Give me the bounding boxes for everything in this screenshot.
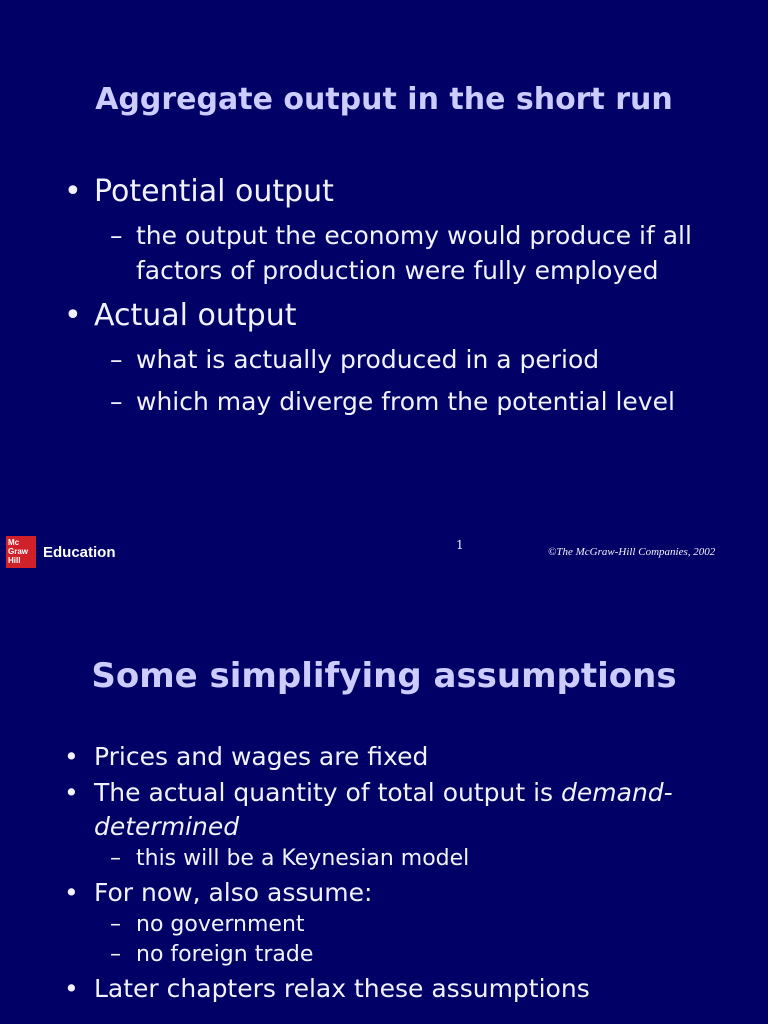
page-number: 1 xyxy=(456,538,464,552)
slide-1-bullet-list xyxy=(62,172,722,427)
bullet-actual-output xyxy=(62,296,722,419)
bullet-assume xyxy=(62,876,722,970)
bullet-later-chapters xyxy=(62,972,722,1006)
slide-1-title: Aggregate output in the short run xyxy=(95,82,673,117)
sub-bullet-item: – this will be a Keynesian model xyxy=(102,844,722,874)
bullet-text: Actual output xyxy=(94,298,297,333)
bullet-text: For now, also assume: xyxy=(94,878,373,907)
bullet-prices-fixed xyxy=(62,740,722,774)
bullet-demand-determined xyxy=(62,776,722,874)
bullet-text: Later chapters relax these assumptions xyxy=(94,974,590,1003)
slide-2-bullet-list xyxy=(62,740,722,1008)
bullet-text: Prices and wages are fixed xyxy=(94,742,429,771)
sub-bullet-item: – the output the economy would produce if all factors of production were fully employed xyxy=(102,218,722,288)
copyright-notice: ©The McGraw-Hill Companies, 2002 xyxy=(548,546,716,558)
sub-bullet-list xyxy=(102,910,722,970)
sub-bullet-item: – what is actually produced in a period xyxy=(102,342,722,377)
sub-bullet-list xyxy=(102,218,722,288)
slide-2 xyxy=(0,576,768,1024)
sub-bullet-list xyxy=(102,342,722,419)
logo-mark: Mc Graw Hill xyxy=(6,536,36,568)
bullet-text: Potential output xyxy=(94,174,334,209)
bullet-text: The actual quantity of total output is xyxy=(94,778,562,807)
sub-bullet-item: – no government xyxy=(102,910,722,940)
logo-word: Education xyxy=(43,543,116,561)
sub-bullet-list xyxy=(102,844,722,874)
emphasis-text: demand-determined xyxy=(94,778,673,841)
mcgraw-hill-education-logo xyxy=(6,536,116,568)
sub-bullet-item: – which may diverge from the potential level xyxy=(102,384,722,419)
sub-bullet-item: – no foreign trade xyxy=(102,940,722,970)
slide-2-title: Some simplifying assumptions xyxy=(91,656,677,696)
bullet-potential-output xyxy=(62,172,722,288)
